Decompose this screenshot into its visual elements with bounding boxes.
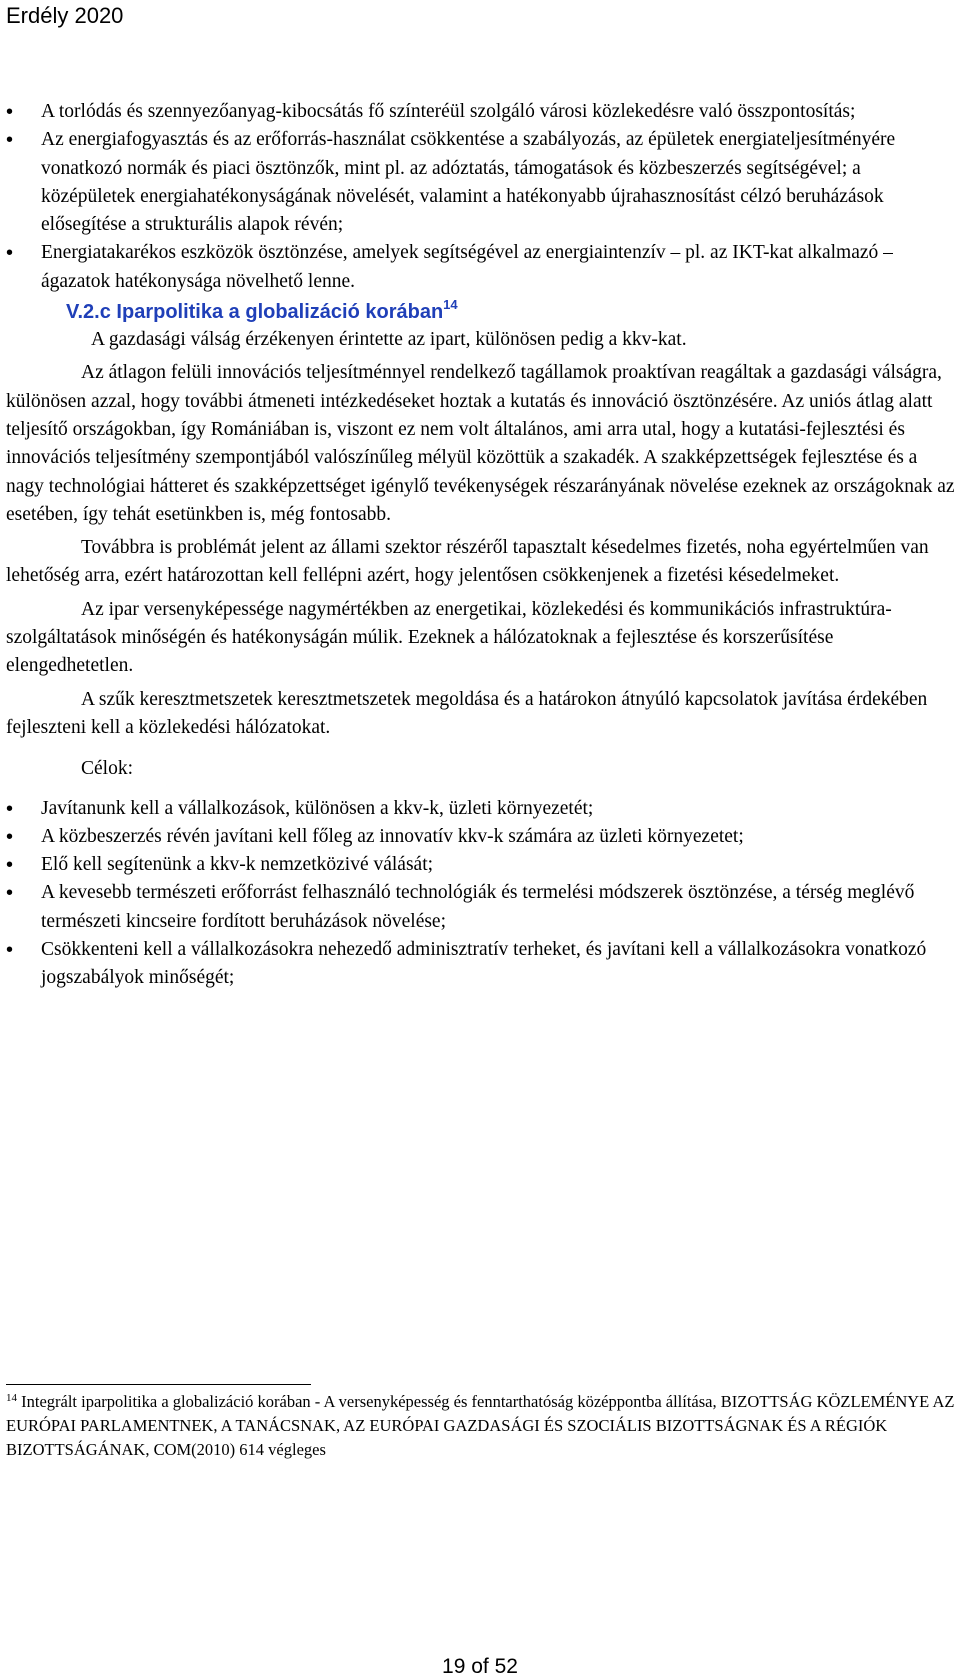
- goals-bullet-list: [6, 795, 956, 993]
- footnote-reference[interactable]: 14: [443, 297, 458, 313]
- list-item: • Az energiafogyasztás és az erőforrás-használat csökkentése a szabályozás, az épületek energiateljesítményére vonatkozó normák és piaci ösztönzők, mint pl. az adóztatás, támogatások és közbeszerzés segítségével; a középületek energiahatékonyságának növelését, valamint a hatékonyabb újrahasznosítást célzó beruházások elősegítése a strukturális alapok révén;: [6, 126, 956, 239]
- list-item: • Energiatakarékos eszközök ösztönzése, amelyek segítségével az energiaintenzív – pl. az IKT-kat alkalmazó – ágazatok hatékonysága növelhető lenne.: [6, 239, 956, 296]
- list-item: • Javítanunk kell a vállalkozások, különösen a kkv-k, üzleti környezetét;: [6, 795, 956, 823]
- paragraph: A szűk keresztmetszetek keresztmetszetek megoldása és a határokon átnyúló kapcsolatok javítása érdekében fejleszteni kell a közlekedési hálózatokat.: [6, 688, 928, 738]
- paragraph: Az átlagon felüli innovációs teljesítménnyel rendelkező tagállamok proaktívan reagáltak a gazdasági válságra, különösen azzal, hogy további átmeneti intézkedéseket hoztak a kutatás és innováció ösztönzésére. Az uniós átlag alatt teljesítő országokban, így Romániában is, viszont ez nem volt általános, ami arra utal, hogy a kutatási-fejlesztési és innovációs teljesítmény szempontjából valószínűleg mélyül közöttük a szakadék. A szakképzettségek fejlesztése és a nagy technológiai hátteret és szakképzettséget igénylő tevékenységek részarányának növelése ezeknek az országoknak az esetében, így tehát esetünkben is, még fontosabb.: [6, 362, 955, 525]
- list-item: • A kevesebb természeti erőforrást felhasználó technológiák és termelési módszerek ösztönzése, a térség meglévő természeti kincseire fordított beruházások növelése;: [6, 879, 956, 936]
- section-lead: A gazdasági válság érzékenyen érintette az ipart, különösen pedig a kkv-kat.: [91, 329, 687, 351]
- top-bullet-list: [6, 98, 956, 296]
- paragraph: Az ipar versenyképessége nagymértékben az energetikai, közlekedési és kommunikációs infrastruktúra-szolgáltatások minőségén és hatékonyságán múlik. Ezeknek a hálózatoknak a fejlesztése és korszerűsítése elengedhetetlen.: [6, 598, 892, 677]
- footnote: [6, 1390, 956, 1462]
- page-number: 19 of 52: [442, 1655, 518, 1678]
- list-item: • A torlódás és szennyezőanyag-kibocsátás fő színteréül szolgáló városi közlekedésre való összpontosítás;: [6, 98, 956, 126]
- list-item: • Csökkenteni kell a vállalkozásokra nehezedő adminisztratív terheket, és javítani kell a vállalkozásokra vonatkozó jogszabályok minőségét;: [6, 936, 956, 993]
- section-heading: [66, 298, 956, 326]
- section-heading-text: V.2.c Iparpolitika a globalizáció korában: [66, 301, 444, 324]
- footnote-divider: [6, 1384, 311, 1385]
- page-header-title: Erdély 2020: [6, 3, 124, 28]
- footnote-number: 14: [6, 1392, 17, 1404]
- goals-label: Célok:: [81, 758, 133, 780]
- footnote-text: Integrált iparpolitika a globalizáció korában - A versenyképesség és fenntarthatóság középpontba állítása, BIZOTTSÁG KÖZLEMÉNYE AZ EURÓPAI PARLAMENTNEK, A TANÁCSNAK, AZ EURÓPAI GAZDASÁGI ÉS SZOCIÁLIS BIZOTTSÁGNAK ÉS A RÉGIÓK BIZOTTSÁGÁNAK, COM(2010) 614 végleges: [6, 1392, 955, 1459]
- list-item: • Elő kell segítenünk a kkv-k nemzetközivé válását;: [6, 851, 956, 879]
- list-item: • A közbeszerzés révén javítani kell főleg az innovatív kkv-k számára az üzleti környezetet;: [6, 823, 956, 851]
- paragraph: Továbbra is problémát jelent az állami szektor részéről tapasztalt késedelmes fizetés, noha egyértelműen van lehetőség arra, ezért határozottan kell fellépni azért, hogy jelentősen csökkenjenek a fizetési késedelmeket.: [6, 537, 929, 587]
- document-body: [6, 98, 956, 993]
